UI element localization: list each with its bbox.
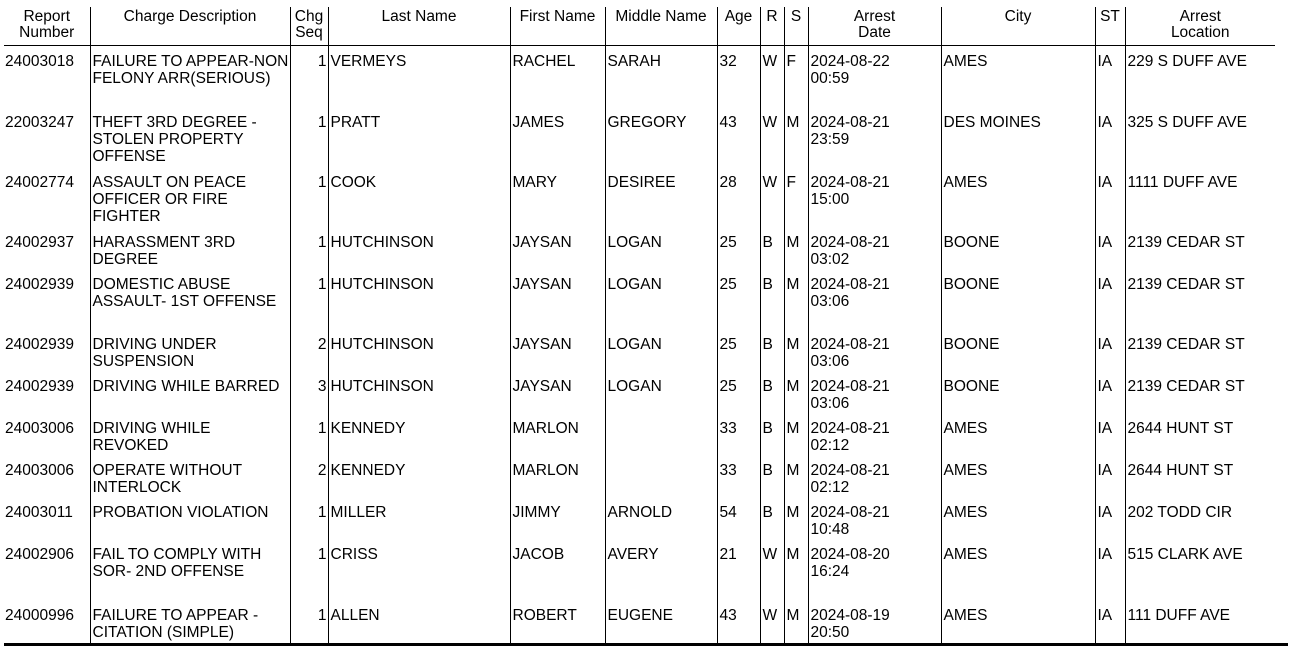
arrest-date-value: 2024-08-21 xyxy=(810,275,890,293)
arrest-date-value: 2024-08-21 xyxy=(810,503,890,521)
sex-cell: F xyxy=(784,46,808,107)
charge-description-cell: DRIVING WHILE BARRED xyxy=(90,371,290,413)
last-name-cell: CRISS xyxy=(328,539,510,600)
race-cell: B xyxy=(760,269,784,329)
chg-seq-cell: 1 xyxy=(290,600,328,643)
charge-description-cell: FAILURE TO APPEAR - CITATION (SIMPLE) xyxy=(90,600,290,643)
sex-cell: M xyxy=(784,371,808,413)
city-cell: AMES xyxy=(941,455,1095,497)
last-name-cell: HUTCHINSON xyxy=(328,227,510,269)
arrest-location-cell: 111 DUFF AVE xyxy=(1125,600,1275,643)
middle-name-cell: LOGAN xyxy=(605,371,717,413)
header-report-number-line1: Report Number xyxy=(19,8,75,41)
first-name-cell: ROBERT xyxy=(510,600,605,643)
first-name-cell: JAYSAN xyxy=(510,371,605,413)
city-cell: DES MOINES xyxy=(941,107,1095,167)
report-number-cell: 24003011 xyxy=(5,503,73,521)
city-cell: AMES xyxy=(941,167,1095,227)
middle-name-cell: AVERY xyxy=(605,539,717,600)
first-name-cell: JAYSAN xyxy=(510,329,605,371)
arrest-date-value: 2024-08-21 xyxy=(810,461,890,479)
arrest-time-value: 16:24 xyxy=(810,562,850,580)
age-cell: 43 xyxy=(717,600,760,643)
race-cell: B xyxy=(760,413,784,455)
arrest-date-value: 2024-08-21 xyxy=(810,419,890,437)
report-number-cell: 24002774 xyxy=(5,173,74,191)
chg-seq-cell: 1 xyxy=(290,46,328,107)
charge-description-cell: HARASSMENT 3RD DEGREE xyxy=(90,227,290,269)
arrest-location-cell: 2644 HUNT ST xyxy=(1125,413,1275,455)
first-name-cell: MARLON xyxy=(510,455,605,497)
last-name-cell: KENNEDY xyxy=(328,413,510,455)
header-arrest-location xyxy=(1125,7,1275,46)
first-name-cell: JAMES xyxy=(510,107,605,167)
report-number-cell: 24002906 xyxy=(5,545,74,563)
arrest-date-cell xyxy=(808,227,941,269)
race-cell: B xyxy=(760,455,784,497)
arrest-time-value: 02:12 xyxy=(810,478,850,496)
table-row xyxy=(4,329,1275,371)
state-cell: IA xyxy=(1095,269,1125,329)
last-name-cell: COOK xyxy=(328,167,510,227)
arrest-time-value: 15:00 xyxy=(810,190,850,208)
chg-seq-cell: 1 xyxy=(290,269,328,329)
charge-description-cell: FAIL TO COMPLY WITH SOR- 2ND OFFENSE xyxy=(90,539,290,600)
report-number-cell: 24003006 xyxy=(5,419,74,437)
middle-name-cell xyxy=(605,455,717,497)
race-cell: B xyxy=(760,329,784,371)
arrest-time-value: 03:06 xyxy=(810,394,850,412)
arrest-location-cell: 2139 CEDAR ST xyxy=(1125,371,1275,413)
state-cell: IA xyxy=(1095,329,1125,371)
header-city: City xyxy=(941,7,1095,46)
race-cell: B xyxy=(760,371,784,413)
arrest-date-cell xyxy=(808,539,941,600)
header-first-name: First Name xyxy=(510,7,605,46)
chg-seq-cell: 1 xyxy=(290,497,328,539)
age-cell: 25 xyxy=(717,329,760,371)
city-cell: BOONE xyxy=(941,371,1095,413)
charge-description-cell: ASSAULT ON PEACE OFFICER OR FIRE FIGHTER xyxy=(90,167,290,227)
state-cell: IA xyxy=(1095,455,1125,497)
age-cell: 32 xyxy=(717,46,760,107)
race-cell: B xyxy=(760,227,784,269)
arrest-date-value: 2024-08-21 xyxy=(810,233,890,251)
state-cell: IA xyxy=(1095,413,1125,455)
header-age: Age xyxy=(717,7,760,46)
state-cell: IA xyxy=(1095,497,1125,539)
sex-cell: M xyxy=(784,107,808,167)
arrest-location-cell: 515 CLARK AVE xyxy=(1125,539,1275,600)
arrest-date-cell xyxy=(808,46,941,107)
arrest-time-value: 03:02 xyxy=(810,250,850,268)
chg-seq-cell: 1 xyxy=(290,107,328,167)
report-number-cell: 24003006 xyxy=(5,461,74,479)
city-cell: AMES xyxy=(941,539,1095,600)
table-body xyxy=(4,46,1275,643)
arrest-date-value: 2024-08-21 xyxy=(810,113,890,131)
first-name-cell: JAYSAN xyxy=(510,227,605,269)
arrest-location-cell: 2139 CEDAR ST xyxy=(1125,329,1275,371)
header-race: R xyxy=(760,7,784,46)
race-cell: W xyxy=(760,167,784,227)
charge-description-cell: FAILURE TO APPEAR-NON FELONY ARR(SERIOUS) xyxy=(90,46,290,107)
race-cell: B xyxy=(760,497,784,539)
age-cell: 43 xyxy=(717,107,760,167)
charge-description-cell: OPERATE WITHOUT INTERLOCK xyxy=(90,455,290,497)
table-row xyxy=(4,227,1275,269)
sex-cell: M xyxy=(784,539,808,600)
last-name-cell: HUTCHINSON xyxy=(328,329,510,371)
sex-cell: M xyxy=(784,329,808,371)
race-cell: W xyxy=(760,539,784,600)
age-cell: 28 xyxy=(717,167,760,227)
state-cell: IA xyxy=(1095,227,1125,269)
sex-cell: M xyxy=(784,455,808,497)
race-cell: W xyxy=(760,107,784,167)
header-chg-seq-text: Chg Seq xyxy=(294,8,324,41)
state-cell: IA xyxy=(1095,371,1125,413)
arrest-log-table xyxy=(4,7,1275,643)
table-row xyxy=(4,413,1275,455)
age-cell: 33 xyxy=(717,413,760,455)
chg-seq-cell: 1 xyxy=(290,539,328,600)
table-row xyxy=(4,497,1275,539)
last-name-cell: ALLEN xyxy=(328,600,510,643)
table-row xyxy=(4,371,1275,413)
report-number-cell: 24002939 xyxy=(5,377,74,395)
last-name-cell: HUTCHINSON xyxy=(328,371,510,413)
arrest-date-value: 2024-08-21 xyxy=(810,173,890,191)
first-name-cell: JAYSAN xyxy=(510,269,605,329)
header-last-name: Last Name xyxy=(328,7,510,46)
charge-description-cell: DOMESTIC ABUSE ASSAULT- 1ST OFFENSE xyxy=(90,269,290,329)
arrest-date-cell xyxy=(808,371,941,413)
report-number-cell: 24002939 xyxy=(5,335,74,353)
arrest-date-cell xyxy=(808,329,941,371)
state-cell: IA xyxy=(1095,107,1125,167)
header-row xyxy=(4,7,1275,46)
city-cell: BOONE xyxy=(941,269,1095,329)
arrest-date-value: 2024-08-20 xyxy=(810,545,890,563)
city-cell: AMES xyxy=(941,497,1095,539)
age-cell: 25 xyxy=(717,269,760,329)
sex-cell: M xyxy=(784,497,808,539)
arrest-date-cell xyxy=(808,167,941,227)
middle-name-cell xyxy=(605,413,717,455)
first-name-cell: JACOB xyxy=(510,539,605,600)
first-name-cell: MARY xyxy=(510,167,605,227)
arrest-date-value: 2024-08-22 xyxy=(810,53,890,70)
header-charge-description: Charge Description xyxy=(90,7,290,46)
arrest-location-cell: 2644 HUNT ST xyxy=(1125,455,1275,497)
bottom-rule xyxy=(4,643,1288,646)
chg-seq-cell: 1 xyxy=(290,227,328,269)
chg-seq-cell: 1 xyxy=(290,167,328,227)
race-cell: W xyxy=(760,600,784,643)
charge-description-cell: THEFT 3RD DEGREE - STOLEN PROPERTY OFFENSE xyxy=(90,107,290,167)
charge-description-cell: PROBATION VIOLATION xyxy=(90,497,290,539)
city-cell: BOONE xyxy=(941,329,1095,371)
sex-cell: M xyxy=(784,600,808,643)
arrest-time-value: 00:59 xyxy=(810,70,850,87)
city-cell: AMES xyxy=(941,600,1095,643)
arrest-time-value: 03:06 xyxy=(810,352,850,370)
report-number-cell: 24000996 xyxy=(5,606,74,624)
middle-name-cell: SARAH xyxy=(605,46,717,107)
table-row xyxy=(4,167,1275,227)
arrest-date-value: 2024-08-19 xyxy=(810,606,890,624)
arrest-location-cell: 325 S DUFF AVE xyxy=(1125,107,1275,167)
arrest-date-cell xyxy=(808,497,941,539)
header-arrest-date xyxy=(808,7,941,46)
table-row xyxy=(4,539,1275,600)
first-name-cell: MARLON xyxy=(510,413,605,455)
age-cell: 21 xyxy=(717,539,760,600)
city-cell: BOONE xyxy=(941,227,1095,269)
report-number-cell: 24002939 xyxy=(5,275,74,293)
city-cell: AMES xyxy=(941,46,1095,107)
arrest-location-cell: 202 TODD CIR xyxy=(1125,497,1275,539)
city-cell: AMES xyxy=(941,413,1095,455)
age-cell: 33 xyxy=(717,455,760,497)
arrest-time-value: 03:06 xyxy=(810,292,850,310)
arrest-location-cell: 2139 CEDAR ST xyxy=(1125,227,1275,269)
age-cell: 54 xyxy=(717,497,760,539)
middle-name-cell: LOGAN xyxy=(605,329,717,371)
chg-seq-cell: 2 xyxy=(290,455,328,497)
sex-cell: F xyxy=(784,167,808,227)
sex-cell: M xyxy=(784,269,808,329)
sex-cell: M xyxy=(784,413,808,455)
sex-cell: M xyxy=(784,227,808,269)
arrest-date-cell xyxy=(808,455,941,497)
arrest-time-value: 23:59 xyxy=(810,130,850,148)
last-name-cell: HUTCHINSON xyxy=(328,269,510,329)
chg-seq-cell: 2 xyxy=(290,329,328,371)
header-arrest-location-text: Arrest Location xyxy=(1170,8,1230,41)
last-name-cell: PRATT xyxy=(328,107,510,167)
charge-description-cell: DRIVING UNDER SUSPENSION xyxy=(90,329,290,371)
arrest-date-cell xyxy=(808,413,941,455)
middle-name-cell: ARNOLD xyxy=(605,497,717,539)
age-cell: 25 xyxy=(717,371,760,413)
arrest-date-value: 2024-08-21 xyxy=(810,377,890,395)
arrest-location-cell: 2139 CEDAR ST xyxy=(1125,269,1275,329)
arrest-location-cell: 1111 DUFF AVE xyxy=(1125,167,1275,227)
state-cell: IA xyxy=(1095,539,1125,600)
age-cell: 25 xyxy=(717,227,760,269)
middle-name-cell: LOGAN xyxy=(605,269,717,329)
table-row xyxy=(4,455,1275,497)
arrest-time-value: 20:50 xyxy=(810,623,850,641)
first-name-cell: JIMMY xyxy=(510,497,605,539)
arrest-date-cell xyxy=(808,107,941,167)
middle-name-cell: GREGORY xyxy=(605,107,717,167)
report-number-cell: 24002937 xyxy=(5,233,74,251)
header-state: ST xyxy=(1095,7,1125,46)
middle-name-cell: DESIREE xyxy=(605,167,717,227)
state-cell: IA xyxy=(1095,167,1125,227)
arrest-date-value: 2024-08-21 xyxy=(810,335,890,353)
table-row xyxy=(4,269,1275,329)
arrest-date-cell xyxy=(808,600,941,643)
state-cell: IA xyxy=(1095,46,1125,107)
header-sex: S xyxy=(784,7,808,46)
last-name-cell: KENNEDY xyxy=(328,455,510,497)
arrest-location-cell: 229 S DUFF AVE xyxy=(1125,46,1275,107)
header-report-number xyxy=(4,7,90,46)
chg-seq-cell: 1 xyxy=(290,413,328,455)
race-cell: W xyxy=(760,46,784,107)
state-cell: IA xyxy=(1095,600,1125,643)
middle-name-cell: LOGAN xyxy=(605,227,717,269)
middle-name-cell: EUGENE xyxy=(605,600,717,643)
charge-description-cell: DRIVING WHILE REVOKED xyxy=(90,413,290,455)
report-number-cell: 24003018 xyxy=(5,53,74,70)
last-name-cell: MILLER xyxy=(328,497,510,539)
arrest-time-value: 10:48 xyxy=(810,520,850,538)
table-row xyxy=(4,600,1275,643)
chg-seq-cell: 3 xyxy=(290,371,328,413)
header-arrest-date-text: Arrest Date xyxy=(853,8,896,41)
arrest-date-cell xyxy=(808,269,941,329)
arrest-time-value: 02:12 xyxy=(810,436,850,454)
table-row xyxy=(4,107,1275,167)
last-name-cell: VERMEYS xyxy=(328,46,510,107)
report-number-cell: 22003247 xyxy=(5,113,74,131)
header-middle-name: Middle Name xyxy=(605,7,717,46)
table-row xyxy=(4,46,1275,107)
first-name-cell: RACHEL xyxy=(510,46,605,107)
header-chg-seq xyxy=(290,7,328,46)
